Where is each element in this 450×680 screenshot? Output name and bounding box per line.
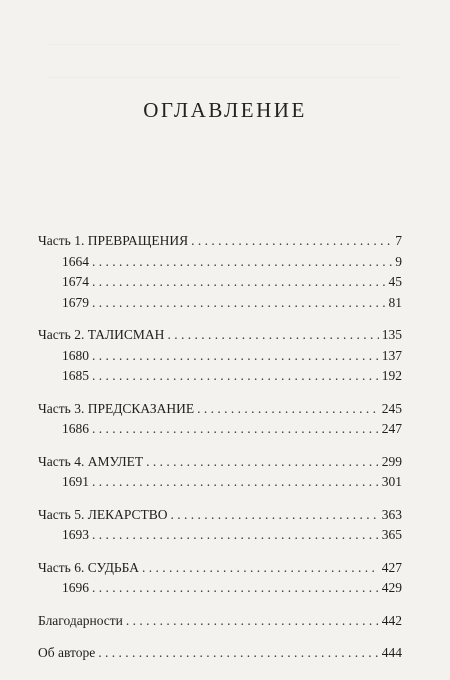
dot-leader <box>92 578 379 599</box>
toc-page-number: 427 <box>381 559 402 575</box>
dot-leader <box>92 252 392 273</box>
toc-entry-label: 1674 <box>62 274 89 289</box>
dot-leader <box>167 325 378 346</box>
toc-entry <box>38 399 402 420</box>
toc-subentry <box>38 252 402 273</box>
toc-subentry <box>38 472 402 493</box>
page-title: ОГЛАВЛЕНИЕ <box>143 98 307 122</box>
toc-entry-label: Часть 1. ПРЕВРАЩЕНИЯ <box>38 233 189 248</box>
bleed-through-text <box>48 44 400 78</box>
toc-entry <box>38 231 402 252</box>
dot-leader <box>146 452 379 473</box>
toc-entry-label: 1664 <box>62 253 89 269</box>
dot-leader <box>171 505 379 526</box>
dot-leader <box>92 346 379 367</box>
toc-section <box>38 452 402 493</box>
toc-page-number: 444 <box>381 645 402 660</box>
toc-entry-label: Благодарности <box>38 612 123 628</box>
toc-page-number: 363 <box>381 506 402 522</box>
toc-entry-label: 1686 <box>62 421 89 436</box>
dot-leader <box>92 419 379 440</box>
toc-subentry <box>38 272 402 293</box>
toc-entry-label: Часть 6. СУДЬБА <box>38 559 139 575</box>
dot-leader <box>92 272 386 293</box>
toc-page-number: 9 <box>395 253 402 269</box>
dot-leader <box>126 611 379 632</box>
toc-entry-label: 1685 <box>62 368 89 383</box>
dot-leader <box>142 558 379 579</box>
toc-subentry <box>38 419 402 440</box>
toc-entry-label: 1680 <box>62 347 89 363</box>
toc-entry <box>38 611 402 632</box>
toc-section <box>38 505 402 546</box>
dot-leader <box>191 231 392 252</box>
toc-entry-label: Часть 5. ЛЕКАРСТВО <box>38 506 168 522</box>
table-of-contents <box>38 231 402 676</box>
toc-subentry <box>38 346 402 367</box>
toc-subentry <box>38 366 402 387</box>
toc-entry <box>38 452 402 473</box>
toc-subentry <box>38 293 402 314</box>
toc-section <box>38 325 402 387</box>
toc-entry-label: 1691 <box>62 474 89 489</box>
toc-entry-label: 1696 <box>62 580 89 595</box>
toc-entry-label: 1679 <box>62 294 89 310</box>
toc-page-number: 245 <box>381 400 402 416</box>
dot-leader <box>92 525 379 546</box>
dot-leader <box>92 293 386 314</box>
toc-subentry <box>38 525 402 546</box>
dot-leader <box>98 643 379 664</box>
toc-entry <box>38 325 402 346</box>
toc-page-number: 442 <box>381 612 402 628</box>
toc-entry-label: Часть 4. АМУЛЕТ <box>38 453 144 469</box>
toc-page-number: 301 <box>381 474 402 489</box>
toc-page-number: 365 <box>381 527 402 542</box>
toc-page-number: 192 <box>381 368 402 383</box>
toc-section <box>38 399 402 440</box>
toc-page-number: 81 <box>388 294 402 310</box>
toc-section <box>38 643 402 664</box>
dot-leader <box>197 399 379 420</box>
dot-leader <box>92 366 379 387</box>
toc-page-number: 135 <box>381 327 402 342</box>
toc-subentry <box>38 578 402 599</box>
dot-leader <box>92 472 379 493</box>
toc-page-number: 299 <box>381 453 402 469</box>
toc-page-number: 137 <box>381 347 402 363</box>
toc-entry <box>38 505 402 526</box>
toc-entry-label: Об авторе <box>38 645 96 660</box>
toc-page-number: 247 <box>381 421 402 436</box>
toc-entry <box>38 558 402 579</box>
toc-section <box>38 558 402 599</box>
toc-section <box>38 231 402 313</box>
toc-section <box>38 611 402 632</box>
toc-page-number: 7 <box>395 233 402 248</box>
toc-entry-label: 1693 <box>62 527 89 542</box>
toc-page-number: 45 <box>388 274 402 289</box>
toc-entry-label: Часть 3. ПРЕДСКАЗАНИЕ <box>38 400 195 416</box>
toc-entry <box>38 643 402 664</box>
toc-page-number: 429 <box>381 580 402 595</box>
toc-entry-label: Часть 2. ТАЛИСМАН <box>38 327 165 342</box>
